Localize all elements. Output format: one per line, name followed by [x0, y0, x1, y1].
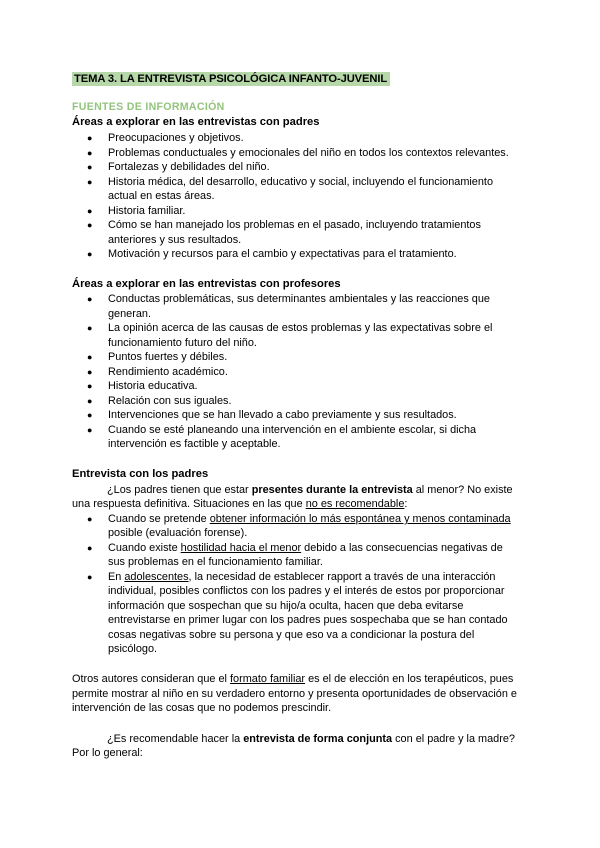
- list-item-cont: generan.: [108, 307, 151, 320]
- list-item-cont: anteriores y sus resultados.: [108, 233, 242, 246]
- bullet-icon: ●: [87, 381, 93, 391]
- paragraph-formato-line2: permite mostrar al niño en su verdadero entorno y presenta oportunidades de observación e: [72, 688, 517, 700]
- list-item: La opinión acerca de las causas de estos problemas y las expectativas sobre el: [108, 322, 493, 334]
- list-item: Rendimiento académico.: [108, 365, 228, 378]
- list-item: Historia familiar.: [108, 204, 186, 217]
- bullet-icon: ●: [87, 572, 93, 582]
- bullet-icon: ●: [87, 514, 93, 524]
- list-item: Cuando se esté planeando una intervención en el ambiente escolar, si dicha: [108, 423, 477, 436]
- list-item-cont: individual, posibles conflictos con los padres y el interés de estos por proporcionar: [108, 585, 505, 597]
- heading-profesores: Áreas a explorar en las entrevistas con profesores: [72, 278, 341, 290]
- section-heading: FUENTES DE INFORMACIÓN: [72, 101, 225, 113]
- list-item-cont: funcionamiento futuro del niño.: [108, 336, 257, 349]
- list-item: Cuando se pretende obtener información lo más espontánea y menos contaminada: [108, 513, 511, 525]
- bullet-icon: ●: [87, 249, 93, 259]
- list-item: En adolescentes, la necesidad de establecer rapport a través de una interacción: [108, 571, 496, 583]
- bullet-icon: ●: [87, 176, 93, 187]
- heading-padres: Áreas a explorar en las entrevistas con padres: [72, 116, 320, 128]
- bullet-icon: ●: [87, 352, 93, 362]
- heading-entrevista-padres: Entrevista con los padres: [72, 468, 209, 480]
- document-title: TEMA 3. LA ENTREVISTA PSICOLÓGICA INFANTO-JUVENIL: [72, 72, 390, 86]
- paragraph-conjunta-line2: Por lo general:: [72, 747, 143, 759]
- bullet-icon: ●: [87, 162, 93, 172]
- list-item: Intervenciones que se han llevado a cabo previamente y sus resultados.: [108, 409, 457, 421]
- list-item-cont: intervención es factible y aceptable.: [108, 438, 281, 450]
- bullet-icon: ●: [87, 543, 93, 553]
- list-item: Puntos fuertes y débiles.: [108, 351, 228, 363]
- list-item: Problemas conductuales y emocionales del niño en todos los contextos relevantes.: [108, 146, 509, 159]
- bullet-icon: ●: [87, 395, 93, 406]
- list-item-cont: sus problemas en el funcionamiento familiar.: [108, 556, 323, 568]
- paragraph-formato-line1: Otros autores consideran que el formato familiar es el de elección en los terapéuticos, pues: [72, 673, 514, 685]
- bullet-icon: ●: [87, 424, 93, 435]
- list-item-cont: actual en estas áreas.: [108, 190, 215, 202]
- bullet-icon: ●: [87, 366, 93, 377]
- list-item: Relación con sus iguales.: [108, 394, 232, 407]
- list-item-cont: información que sospechan que su hijo/a oculta, hacen que deba evitarse: [108, 600, 464, 612]
- bullet-icon: ●: [87, 147, 93, 158]
- paragraph-presencia-line1: ¿Los padres tienen que estar presentes durante la entrevista al menor? No existe: [107, 484, 513, 496]
- list-item: Historia educativa.: [108, 380, 198, 392]
- bullet-icon: ●: [87, 205, 93, 216]
- bullet-icon: ●: [87, 410, 93, 420]
- list-item: Motivación y recursos para el cambio y expectativas para el tratamiento.: [108, 248, 457, 260]
- list-item: Historia médica, del desarrollo, educativo y social, incluyendo el funcionamiento: [108, 175, 494, 188]
- list-item: Cuando existe hostilidad hacia el menor debido a las consecuencias negativas de: [108, 542, 503, 554]
- list-item: Cómo se han manejado los problemas en el pasado, incluyendo tratamientos: [108, 219, 481, 231]
- list-item-cont: entrevistarse en primer lugar con los padres pues sospechaba que se han contado: [108, 614, 508, 626]
- list-item-cont: psicólogo.: [108, 643, 158, 655]
- bullet-icon: ●: [87, 294, 93, 304]
- list-item: Preocupaciones y objetivos.: [108, 132, 244, 144]
- list-item: Conductas problemáticas, sus determinantes ambientales y las reacciones que: [108, 293, 490, 305]
- bullet-icon: ●: [87, 133, 93, 143]
- paragraph-conjunta-line1: ¿Es recomendable hacer la entrevista de forma conjunta con el padre y la madre?: [107, 733, 515, 745]
- list-item-cont: cosas negativas sobre su persona y que eso va a condicionar la postura del: [108, 629, 475, 641]
- paragraph-presencia-line2: una respuesta definitiva. Situaciones en las que no es recomendable:: [72, 498, 408, 510]
- bullet-icon: ●: [87, 220, 93, 230]
- bullet-icon: ●: [87, 323, 93, 333]
- paragraph-formato-line3: intervención de las cosas que no podemos prescindir.: [72, 702, 332, 714]
- list-item-cont: posible (evaluación forense).: [108, 527, 248, 539]
- list-item: Fortalezas y debilidades del niño.: [108, 161, 270, 173]
